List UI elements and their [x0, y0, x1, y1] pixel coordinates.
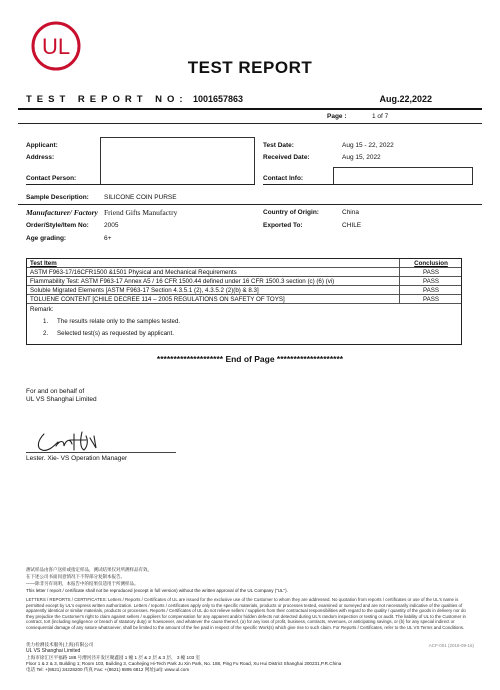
received-date-label: Received Date:: [263, 154, 310, 161]
conclusion: PASS: [422, 287, 440, 294]
test-item: Flammability Test: ASTM F963-17 Annex A5 / 16 CFR 1500.44 defined under 16 CFR 1500.3 section (c) (6) (vi): [30, 278, 335, 285]
conclusion-header: Conclusion: [414, 260, 448, 267]
table-row: [27, 277, 461, 286]
manufacturer-label: Manufacturer/ Factory: [26, 208, 98, 217]
document-code: ACF-001 (2018-09-16): [428, 643, 474, 648]
contact-info-label: Contact Info:: [263, 175, 304, 182]
footer-contact: 电话 Tel: +(8621) 34228200 传真 Fax: +(8621) 6895 6812 网址(url): www.ul.com: [26, 667, 190, 672]
divider: [263, 184, 473, 185]
page-number: 1 of 7: [372, 113, 389, 120]
test-item: TOLUENE CONTENT [CHILE DECREE 114 – 2005 REGULATIONS ON SAFETY OF TOYS]: [30, 296, 285, 303]
order-label: Order/Style/Item No:: [26, 222, 89, 229]
test-item-header: Test Item: [30, 260, 57, 267]
report-date: Aug.22,2022: [379, 94, 432, 104]
footer-company-en: UL VS Shanghai Limited: [26, 648, 81, 654]
end-of-page: ******************** End of Page ********************: [156, 354, 344, 364]
disclaimer-en: This letter / report / certificate shall not be reproduced (except in full version) without the written approval of the UL Company ("UL").: [26, 588, 288, 593]
footer-address-cn: 上海市徐汇区平福路 188 号漕河泾开发区聚鑫园 1 幢 1 层 & 2 层 & 3 层、 3 幢 103 室: [26, 655, 201, 660]
manufacturer-value: Friend Gifts Manufactry: [104, 208, 178, 217]
test-item: ASTM F963-17/16CFR1500 &1501 Physical and Mechanical Requirements: [30, 269, 237, 276]
conclusion: PASS: [422, 296, 440, 303]
signature-line: [26, 452, 176, 453]
order-value: 2005: [104, 222, 119, 229]
contact-person-label: Contact Person:: [26, 175, 77, 182]
table-row: [27, 286, 461, 295]
signature: [30, 428, 110, 454]
signatory-name: Lester. Xie- VS Operation Manager: [26, 455, 128, 462]
sample-description-label: Sample Description:: [26, 194, 89, 201]
remark-number: 1.: [43, 318, 49, 325]
company-name: UL VS Shanghai Limited: [26, 396, 97, 403]
report-number-label: TEST REPORT NO:: [26, 94, 188, 105]
age-grading-label: Age grading:: [26, 235, 67, 242]
page-title: TEST REPORT: [187, 58, 313, 77]
table-header-row: [27, 259, 461, 268]
sample-description-value: SILICONE COIN PURSE: [104, 194, 177, 201]
redacted-applicant-box: [100, 137, 255, 185]
footer-company-cn: 优力检测技术服务(上海)有限公司: [26, 642, 94, 647]
disclaimer-cn: 在下述公司书面同意情况下不得部分复制本报告。: [26, 574, 125, 579]
table-row: [27, 295, 461, 304]
test-date-label: Test Date:: [263, 142, 294, 149]
page-label: Page :: [327, 113, 347, 120]
results-table: [26, 258, 462, 345]
fine-print: LETTERS / REPORTS / CERTIFICATES: Letters / Reports / Certificates of UL are issued for the exclusive use of the Customer to whom they are addressed. No quotation from reports / certificates or use of the UL's name is permitted except by UL's express written authorization. Letters / reports / certificates apply only to the specific materials, products or processes tested, examined or surveyed and are not necessarily indicative of the qualities of apparently identical or similar materials, products or processes. Reports / Certificates of UL do not relieve sellers / suppliers from their contractual responsibilities with regard to the quality / quantity of the goods in delivery nor do they prejudice the Customer's right to claim against sellers / suppliers for compensation for any apparent and/or hidden defects not detected during UL's random inspection or testing or audit. The liability of UL to the Customer in contract, tort (including negligence or breach of statutory duty) or howsoever, and whatever the cause thereof, (a) for any loss of profit, business, contracts, revenues, or anticipating savings, or (b) for any special indirect or consequential damage of any nature whatsoever, shall be limited to the amount of the fee paid in respect of the specific Work(s) which give rise to such claim. For Reports / Certificates, refer to the UL VS Terms and Conditions.: [26, 597, 467, 630]
exported-to-label: Exported To:: [263, 222, 303, 229]
country-of-origin-label: Country of Origin:: [263, 209, 319, 216]
divider: [18, 108, 482, 110]
applicant-label: Applicant:: [26, 142, 58, 149]
divider: [18, 204, 482, 205]
divider: [18, 123, 482, 124]
disclaimer-cn: ——除非另有说明，本报告中的结果仅适用于所测样品。: [26, 581, 139, 586]
ul-logo-text: UL: [41, 34, 71, 59]
remark-number: 2.: [43, 330, 49, 337]
redacted-contact-box: [333, 167, 473, 185]
conclusion: PASS: [422, 278, 440, 285]
received-date-value: Aug 15, 2022: [342, 154, 381, 161]
remark-label: Remark:: [30, 306, 54, 313]
on-behalf-of: For and on behalf of: [26, 388, 85, 395]
disclaimer-cn: 测试样品由客户送样或指定样品，测试结果仅对所测样品有效。: [26, 567, 152, 572]
remark-text: The results relate only to the samples tested.: [57, 318, 181, 325]
divider: [26, 184, 255, 185]
exported-to-value: CHILE: [342, 222, 362, 229]
country-of-origin-value: China: [342, 209, 359, 216]
remark-text: Selected test(s) as requested by applicant.: [57, 330, 174, 337]
test-date-value: Aug 15 - 22, 2022: [342, 142, 394, 149]
report-number-value: 1001657863: [193, 94, 244, 104]
conclusion: PASS: [422, 269, 440, 276]
address-label: Address:: [26, 154, 55, 161]
table-row: [27, 268, 461, 277]
test-item: Soluble Migrated Elements [ASTM F963-17 Section 4.3.5.1 (2), 4.3.5.2 (2)(b) & 8.3]: [30, 287, 259, 294]
report-number-line: [18, 94, 482, 108]
age-grading-value: 6+: [104, 235, 112, 242]
footer-address-en: Floor 1 & 2 & 3, Building 1; Room 103, Building 3, Caohejing Hi-Tech Park Ju Xin Park, No. 188, Ping Fu Road, Xu Hui District Shanghai 200231,P.R.China: [26, 661, 342, 666]
